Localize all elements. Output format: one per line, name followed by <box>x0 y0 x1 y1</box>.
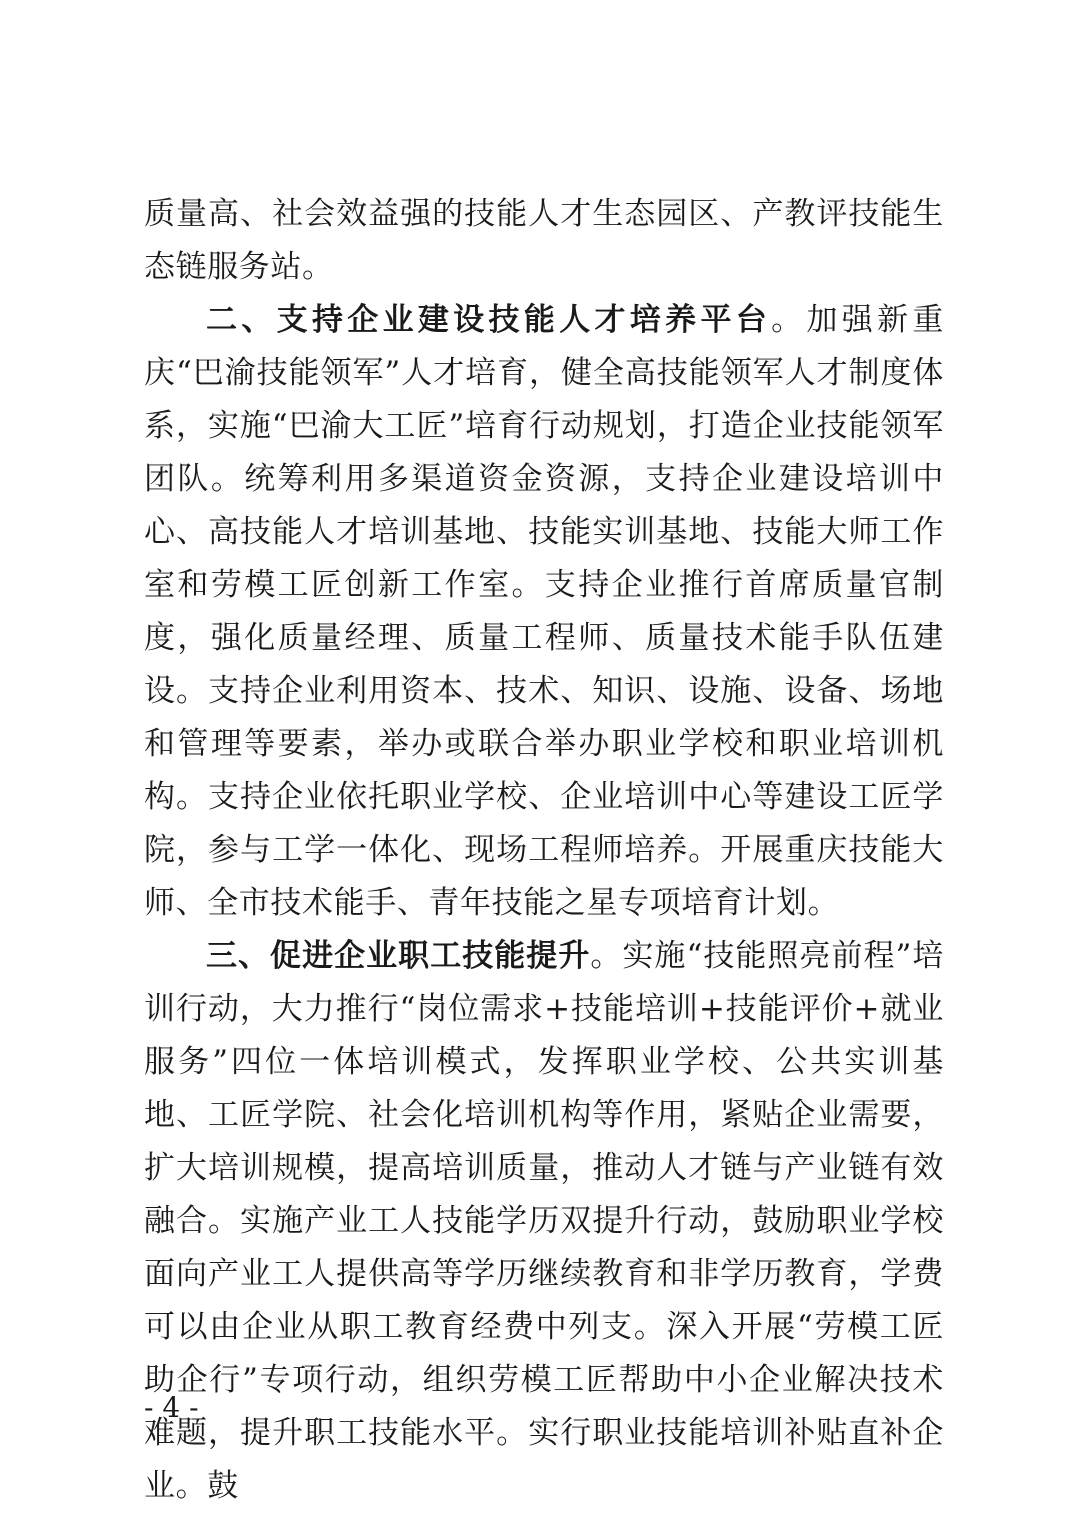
paragraph-text: 。加强新重庆“巴渝技能领军”人才培育，健全高技能领军人才制度体系，实施“巴渝大工匠”培育行动规划，打造企业技能领军团队。统筹利用多渠道资金资源，支持企业建设培训中心、高技能人才培训基地、技能实训基地、技能大师工作室和劳模工匠创新工作室。支持企业推行首席质量官制度，强化质量经理、质量工程师、质量技术能手队伍建设。支持企业利用资本、技术、知识、设施、设备、场地和管理等要素，举办或联合举办职业学校和职业培训机构。支持企业依托职业学校、企业培训中心等建设工匠学院，参与工学一体化、现场工程师培养。开展重庆技能大师、全市技术能手、青年技能之星专项培育计划。 <box>144 302 945 921</box>
paragraph-continuation <box>144 188 944 294</box>
page-number: - 4 - <box>144 1391 199 1424</box>
section-heading: 三、促进企业职工技能提升 <box>206 938 591 974</box>
body-text <box>144 188 944 1513</box>
section-heading: 二、支持企业建设技能人才培养平台 <box>206 302 772 338</box>
paragraph-section-3 <box>144 930 944 1513</box>
paragraph-text: 质量高、社会效益强的技能人才生态园区、产教评技能生态链服务站。 <box>144 196 944 285</box>
paragraph-section-2 <box>144 294 944 930</box>
paragraph-text: 。实施“技能照亮前程”培训行动，大力推行“岗位需求+技能培训+技能评价+就业服务”四位一体培训模式，发挥职业学校、公共实训基地、工匠学院、社会化培训机构等作用，紧贴企业需要，扩大培训规模，提高培训质量，推动人才链与产业链有效融合。实施产业工人技能学历双提升行动，鼓励职业学校面向产业工人提供高等学历继续教育和非学历教育，学费可以由企业从职工教育经费中列支。深入开展“劳模工匠助企行”专项行动，组织劳模工匠帮助中小企业解决技术难题，提升职工技能水平。实行职业技能培训补贴直补企业。鼓 <box>144 938 944 1504</box>
